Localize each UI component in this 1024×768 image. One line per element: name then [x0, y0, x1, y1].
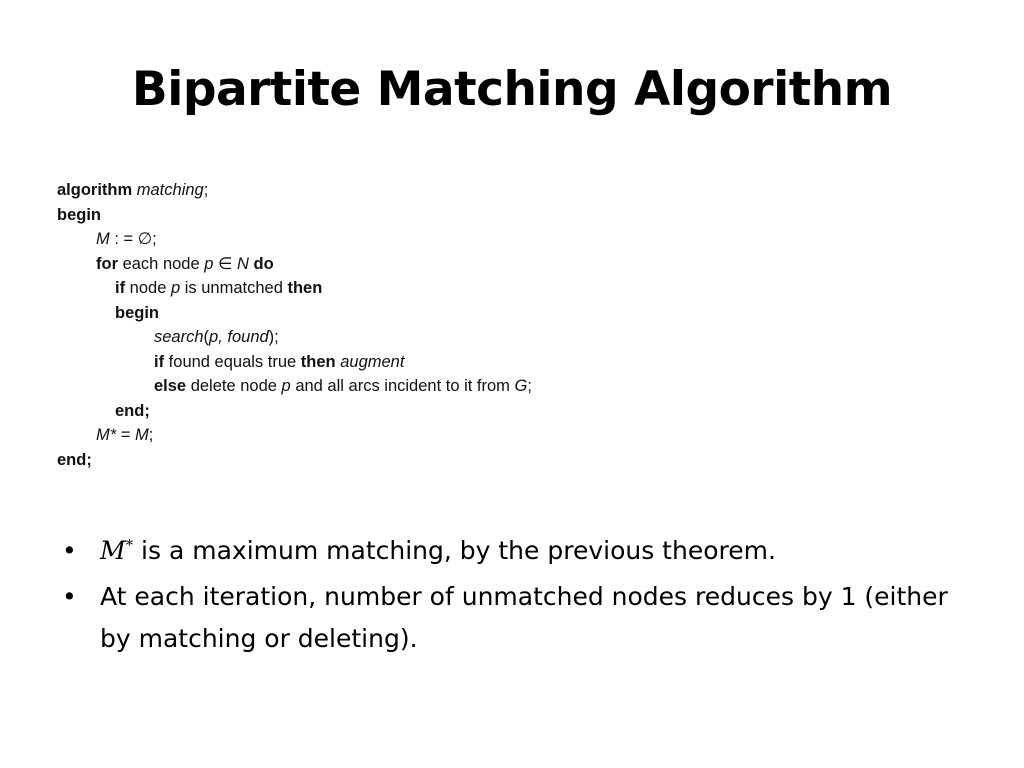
- algorithm-token: matching: [136, 181, 204, 199]
- algorithm-token: if: [154, 352, 165, 371]
- algorithm-token: end;: [115, 401, 150, 420]
- algorithm-token: then: [287, 279, 323, 297]
- algorithm-token: and all arcs incident to it from: [290, 377, 515, 395]
- algorithm-token: delete node: [186, 377, 282, 395]
- algorithm-token: begin: [57, 205, 101, 224]
- algorithm-line: [57, 325, 532, 350]
- algorithm-token: augment: [340, 352, 405, 371]
- algorithm-token: found equals true: [164, 352, 301, 371]
- algorithm-token: ∈: [213, 254, 237, 273]
- algorithm-token: p, found: [209, 328, 269, 346]
- math-symbol: M: [100, 536, 126, 565]
- algorithm-line: [57, 301, 532, 326]
- algorithm-token: else: [154, 377, 187, 395]
- algorithm-line: [57, 350, 532, 375]
- algorithm-line: [57, 374, 532, 399]
- bullet-item-maximum-matching: [62, 530, 962, 572]
- algorithm-line: [57, 423, 532, 448]
- algorithm-token: each node: [118, 254, 205, 273]
- bullet-text: is a maximum matching, by the previous theorem.: [133, 536, 776, 565]
- algorithm-line: [57, 252, 532, 277]
- algorithm-token: node: [125, 279, 171, 297]
- algorithm-line: [57, 203, 532, 228]
- math-superscript: *: [125, 536, 134, 554]
- algorithm-token: M: [96, 230, 110, 248]
- algorithm-token: N: [236, 254, 249, 273]
- algorithm-token: if: [115, 279, 126, 297]
- algorithm-line: [57, 448, 532, 473]
- slide-title: Bipartite Matching Algorithm: [131, 62, 893, 117]
- algorithm-token: then: [300, 352, 336, 371]
- algorithm-token: ;: [148, 426, 154, 444]
- algorithm-token: search: [154, 328, 204, 346]
- algorithm-token: do: [253, 254, 274, 273]
- algorithm-token: p: [170, 279, 181, 297]
- algorithm-token: ;: [527, 377, 532, 395]
- algorithm-token: end;: [57, 450, 92, 469]
- bullet-list: [62, 530, 962, 664]
- algorithm-token: =: [116, 426, 135, 444]
- algorithm-token: p: [204, 254, 214, 273]
- algorithm-token: (: [203, 328, 210, 346]
- algorithm-token: : = ∅;: [109, 230, 157, 248]
- algorithm-line: [57, 399, 532, 424]
- algorithm-token: begin: [115, 303, 159, 322]
- bullet-text: At each iteration, number of unmatched nodes reduces by 1 (either by matching or deleting).: [100, 582, 948, 653]
- algorithm-token: M: [134, 426, 149, 444]
- math-m: [100, 536, 133, 565]
- algorithm-token: for: [96, 254, 118, 273]
- algorithm-token: is unmatched: [180, 279, 288, 297]
- algorithm-token: G: [514, 377, 528, 395]
- algorithm-line: [57, 276, 532, 301]
- algorithm-token: );: [268, 328, 279, 346]
- algorithm-pseudocode: [57, 178, 532, 472]
- algorithm-token: ;: [203, 181, 209, 199]
- algorithm-token: p: [281, 377, 291, 395]
- algorithm-token: algorithm: [57, 181, 133, 199]
- bullet-item-iteration: [62, 576, 962, 660]
- algorithm-token: M*: [96, 426, 117, 444]
- algorithm-line: [57, 227, 532, 252]
- algorithm-line: [57, 178, 532, 203]
